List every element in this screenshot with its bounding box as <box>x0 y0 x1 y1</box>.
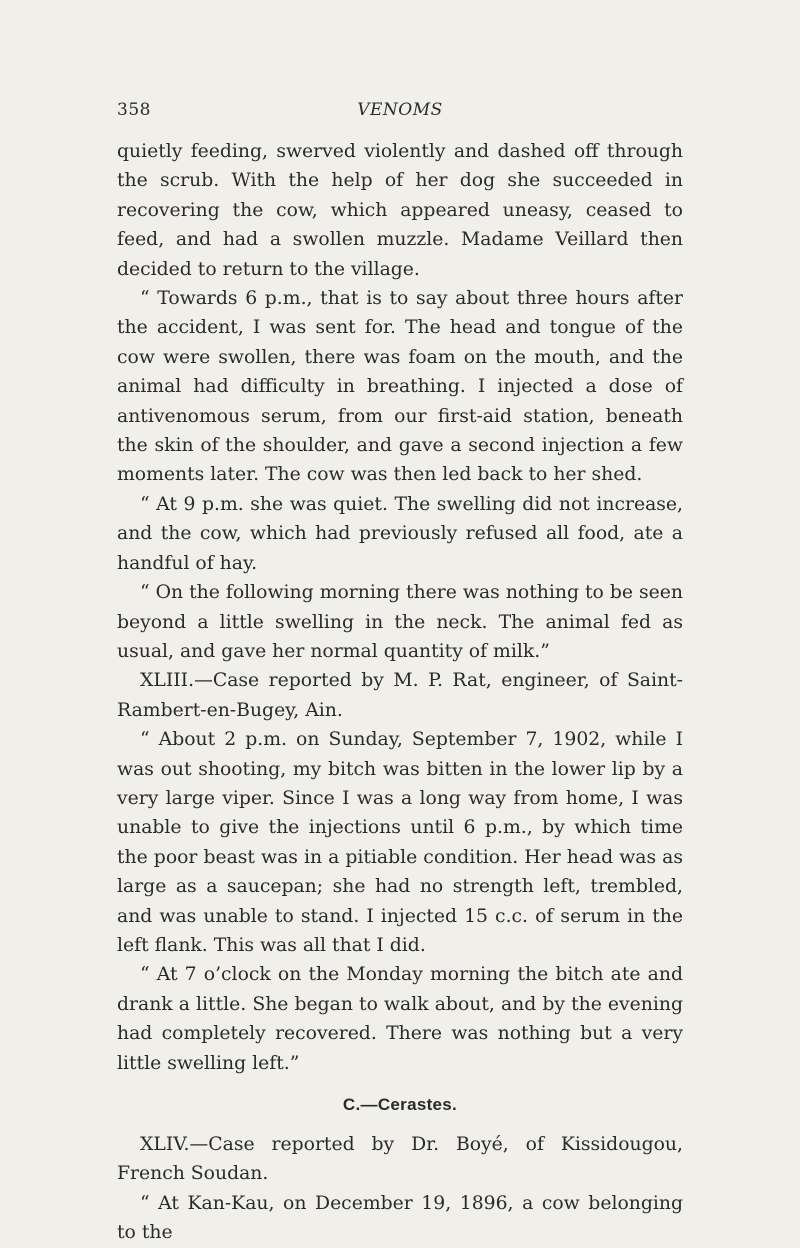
paragraph: “ At 9 p.m. she was quiet. The swelling did not increase, and the cow, which had previously refused all food, ate a handful of hay. <box>117 493 683 574</box>
body-text <box>117 137 683 1248</box>
paragraph: XLIV.—Case reported by Dr. Boyé, of Kissidougou, French Soudan. <box>117 1134 683 1185</box>
paragraph: “ At 7 o’clock on the Monday morning the bitch ate and drank a little. She began to walk about, and by the evening had completely recovered. There was nothing but a very little swelling left.” <box>117 964 683 1074</box>
paragraph: “ On the following morning there was nothing to be seen beyond a little swelling in the neck. The animal fed as usual, and gave her normal quantity of milk.” <box>117 582 683 662</box>
paragraph: “ At Kan-Kau, on December 19, 1896, a cow belonging to the <box>117 1192 683 1244</box>
section-heading: C.—Cerastes. <box>342 1095 458 1114</box>
paragraph: “ About 2 p.m. on Sunday, September 7, 1902, while I was out shooting, my bitch was bitten in the lower lip by a very large viper. Since I was a long way from home, I was unable to give the injections until 6 p.m., by which time the poor beast was in a pitiable condition. Her head was as large as a saucepan; she had no strength left, trembled, and was unable to stand. I injected 15 c.c. of serum in the left flank. This was all that I did. <box>117 729 683 956</box>
paragraph: quietly feeding, swerved violently and dashed off through the scrub. With the help of her dog she succeeded in recovering the cow, which appeared uneasy, ceased to feed, and had a swollen muzzle. Madame Veillard then decided to return to the village. <box>117 141 683 280</box>
page-number: 358 <box>117 100 151 120</box>
paragraph: “ Towards 6 p.m., that is to say about three hours after the accident, I was sent for. The head and tongue of the cow were swollen, there was foam on the mouth, and the animal had difficulty in breathing. I injected a dose of antivenomous serum, from our first-aid station, beneath the skin of the shoulder, and gave a second injection a few moments later. The cow was then led back to her shed. <box>117 288 683 486</box>
paragraph: XLIII.—Case reported by M. P. Rat, engineer, of Saint-Rambert-en-Bugey, Ain. <box>117 670 683 721</box>
running-title: VENOMS <box>357 100 443 120</box>
book-page <box>117 100 683 1248</box>
page-header <box>117 100 683 130</box>
